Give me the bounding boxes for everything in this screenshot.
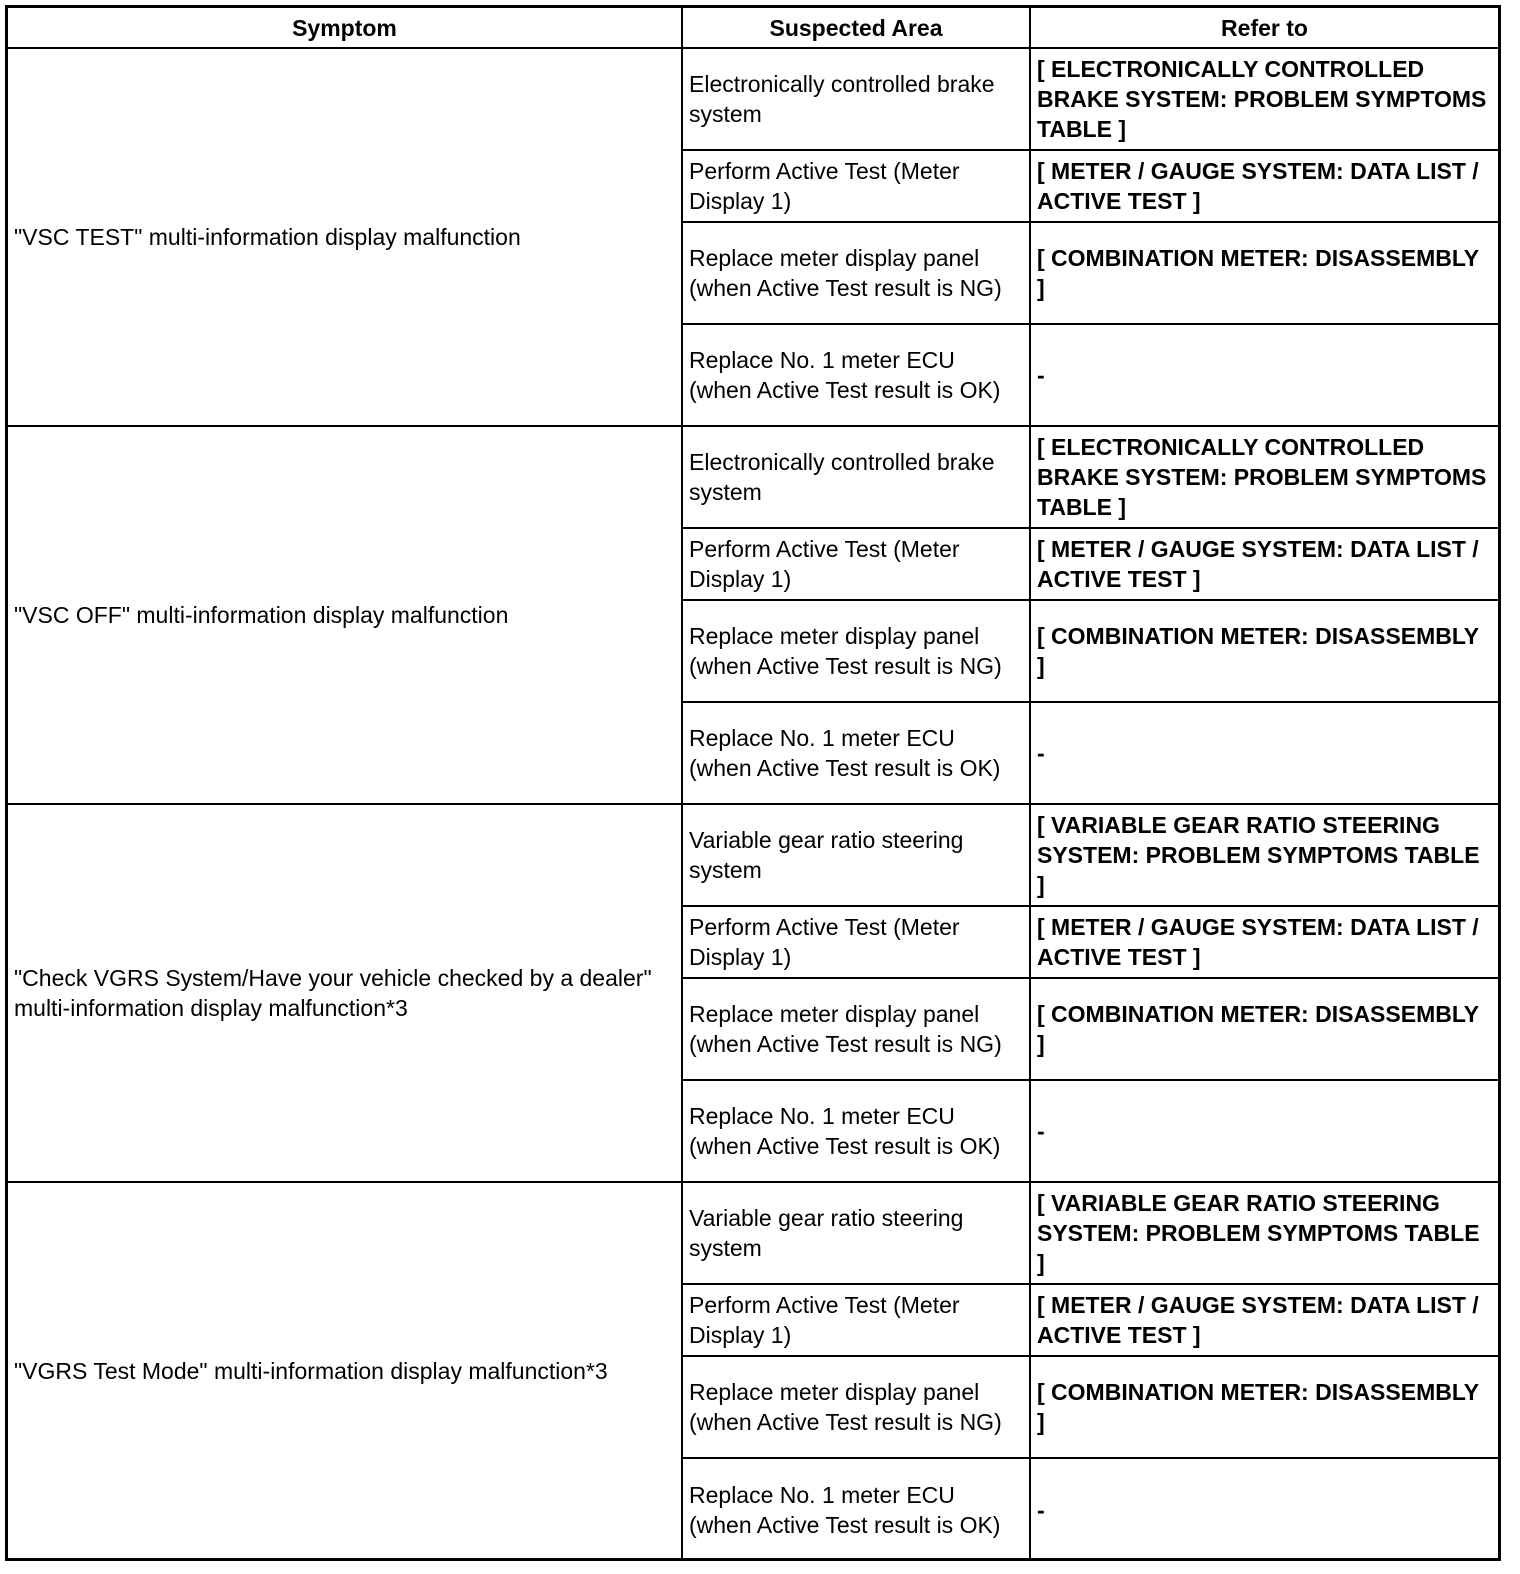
refer-to-cell: [ COMBINATION METER: DISASSEMBLY ] xyxy=(1030,600,1498,702)
column-header-symptom: Symptom xyxy=(8,8,682,48)
table-row xyxy=(8,1182,1498,1284)
refer-to-cell: [ ELECTRONICALLY CONTROLLED BRAKE SYSTEM: PROBLEM SYMPTOMS TABLE ] xyxy=(1030,426,1498,528)
problem-symptoms-table-frame xyxy=(5,5,1501,1561)
refer-to-cell: - xyxy=(1030,1458,1498,1560)
table-header-row xyxy=(8,8,1498,48)
table-row xyxy=(8,48,1498,150)
column-header-refer-to: Refer to xyxy=(1030,8,1498,48)
refer-to-cell: [ METER / GAUGE SYSTEM: DATA LIST / ACTIVE TEST ] xyxy=(1030,1284,1498,1356)
suspected-area-cell: Replace No. 1 meter ECU (when Active Test result is OK) xyxy=(682,1458,1030,1560)
suspected-area-cell: Electronically controlled brake system xyxy=(682,426,1030,528)
symptom-cell: "VGRS Test Mode" multi-information display malfunction*3 xyxy=(8,1182,682,1560)
symptom-cell: "Check VGRS System/Have your vehicle checked by a dealer" multi-information display malfunction*3 xyxy=(8,804,682,1182)
refer-to-cell: [ METER / GAUGE SYSTEM: DATA LIST / ACTIVE TEST ] xyxy=(1030,528,1498,600)
refer-to-cell: [ COMBINATION METER: DISASSEMBLY ] xyxy=(1030,222,1498,324)
suspected-area-cell: Replace meter display panel (when Active Test result is NG) xyxy=(682,600,1030,702)
suspected-area-cell: Replace meter display panel (when Active Test result is NG) xyxy=(682,978,1030,1080)
suspected-area-cell: Replace No. 1 meter ECU (when Active Test result is OK) xyxy=(682,702,1030,804)
refer-to-cell: [ VARIABLE GEAR RATIO STEERING SYSTEM: PROBLEM SYMPTOMS TABLE ] xyxy=(1030,1182,1498,1284)
suspected-area-cell: Replace meter display panel (when Active Test result is NG) xyxy=(682,1356,1030,1458)
suspected-area-cell: Replace No. 1 meter ECU (when Active Test result is OK) xyxy=(682,324,1030,426)
symptom-cell: "VSC OFF" multi-information display malfunction xyxy=(8,426,682,804)
suspected-area-cell: Perform Active Test (Meter Display 1) xyxy=(682,150,1030,222)
refer-to-cell: - xyxy=(1030,702,1498,804)
refer-to-cell: [ COMBINATION METER: DISASSEMBLY ] xyxy=(1030,978,1498,1080)
suspected-area-cell: Variable gear ratio steering system xyxy=(682,804,1030,906)
table-row xyxy=(8,426,1498,528)
suspected-area-cell: Electronically controlled brake system xyxy=(682,48,1030,150)
suspected-area-cell: Perform Active Test (Meter Display 1) xyxy=(682,906,1030,978)
suspected-area-cell: Variable gear ratio steering system xyxy=(682,1182,1030,1284)
refer-to-cell: - xyxy=(1030,324,1498,426)
refer-to-cell: [ COMBINATION METER: DISASSEMBLY ] xyxy=(1030,1356,1498,1458)
column-header-suspected-area: Suspected Area xyxy=(682,8,1030,48)
refer-to-cell: - xyxy=(1030,1080,1498,1182)
symptom-cell: "VSC TEST" multi-information display malfunction xyxy=(8,48,682,426)
suspected-area-cell: Replace No. 1 meter ECU (when Active Test result is OK) xyxy=(682,1080,1030,1182)
suspected-area-cell: Perform Active Test (Meter Display 1) xyxy=(682,1284,1030,1356)
suspected-area-cell: Perform Active Test (Meter Display 1) xyxy=(682,528,1030,600)
refer-to-cell: [ METER / GAUGE SYSTEM: DATA LIST / ACTIVE TEST ] xyxy=(1030,150,1498,222)
problem-symptoms-table xyxy=(8,8,1498,1561)
refer-to-cell: [ ELECTRONICALLY CONTROLLED BRAKE SYSTEM: PROBLEM SYMPTOMS TABLE ] xyxy=(1030,48,1498,150)
suspected-area-cell: Replace meter display panel (when Active Test result is NG) xyxy=(682,222,1030,324)
refer-to-cell: [ METER / GAUGE SYSTEM: DATA LIST / ACTIVE TEST ] xyxy=(1030,906,1498,978)
refer-to-cell: [ VARIABLE GEAR RATIO STEERING SYSTEM: PROBLEM SYMPTOMS TABLE ] xyxy=(1030,804,1498,906)
table-row xyxy=(8,804,1498,906)
